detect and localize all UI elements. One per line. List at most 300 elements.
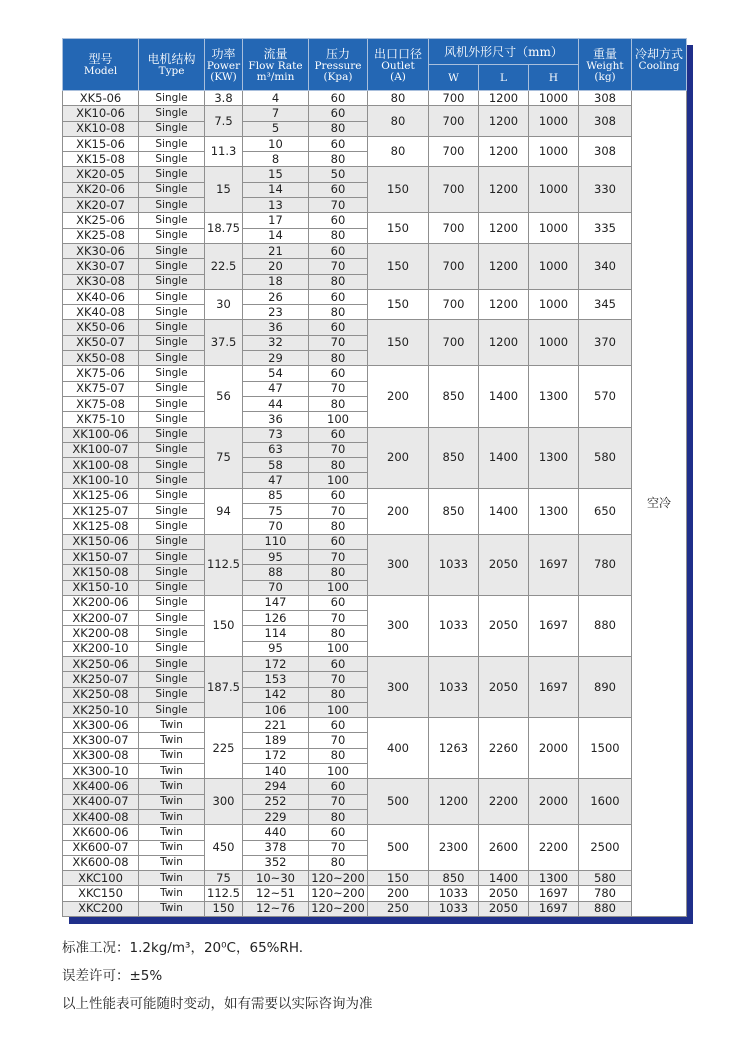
cell-flow: 5 <box>243 121 309 136</box>
cell-model: XK50-08 <box>63 351 139 366</box>
cell-flow: 23 <box>243 305 309 320</box>
cell-type: Single <box>139 335 205 350</box>
cell-dim-l: 1400 <box>479 871 529 886</box>
cell-model: XK10-08 <box>63 121 139 136</box>
cell-type: Single <box>139 473 205 488</box>
cell-dim-w: 850 <box>429 871 479 886</box>
cell-type: Single <box>139 213 205 228</box>
cell-model: XKC200 <box>63 901 139 916</box>
cell-model: XK20-05 <box>63 167 139 182</box>
cell-dim-h: 1000 <box>529 91 579 106</box>
cell-flow: 110 <box>243 534 309 549</box>
cell-pressure: 100 <box>309 764 368 779</box>
cell-pressure: 120~200 <box>309 901 368 916</box>
cell-model: XK15-06 <box>63 136 139 151</box>
cell-dim-w: 850 <box>429 488 479 534</box>
cell-pressure: 80 <box>309 519 368 534</box>
cell-model: XK75-08 <box>63 396 139 411</box>
cell-pressure: 70 <box>309 198 368 213</box>
cell-dim-h: 1000 <box>529 320 579 366</box>
cell-type: Single <box>139 656 205 671</box>
cell-model: XK400-08 <box>63 809 139 824</box>
cell-power: 7.5 <box>205 106 243 137</box>
cell-model: XKC150 <box>63 886 139 901</box>
cell-type: Single <box>139 182 205 197</box>
cell-type: Twin <box>139 886 205 901</box>
cell-flow: 378 <box>243 840 309 855</box>
cell-flow: 70 <box>243 519 309 534</box>
cell-dim-l: 2050 <box>479 656 529 717</box>
header-dim-w: W <box>429 65 479 91</box>
cell-dim-h: 1697 <box>529 886 579 901</box>
cell-flow: 12~76 <box>243 901 309 916</box>
cell-type: Twin <box>139 748 205 763</box>
cell-dim-h: 2000 <box>529 718 579 779</box>
cell-flow: 36 <box>243 412 309 427</box>
cell-pressure: 60 <box>309 779 368 794</box>
cell-pressure: 80 <box>309 121 368 136</box>
cell-power: 225 <box>205 718 243 779</box>
cell-pressure: 60 <box>309 320 368 335</box>
cell-weight: 880 <box>579 901 632 916</box>
cell-dim-h: 2000 <box>529 779 579 825</box>
cell-power: 75 <box>205 871 243 886</box>
cell-type: Single <box>139 458 205 473</box>
cell-type: Single <box>139 519 205 534</box>
cell-flow: 75 <box>243 504 309 519</box>
cell-weight: 880 <box>579 595 632 656</box>
cell-type: Single <box>139 167 205 182</box>
cell-type: Single <box>139 289 205 304</box>
cell-dim-h: 1300 <box>529 366 579 427</box>
cell-dim-w: 700 <box>429 167 479 213</box>
cell-pressure: 100 <box>309 702 368 717</box>
cell-type: Twin <box>139 794 205 809</box>
cell-type: Single <box>139 504 205 519</box>
cell-pressure: 100 <box>309 580 368 595</box>
cell-pressure: 70 <box>309 733 368 748</box>
cell-pressure: 60 <box>309 656 368 671</box>
cell-outlet: 80 <box>368 106 429 137</box>
cell-weight: 308 <box>579 136 632 167</box>
cell-dim-w: 850 <box>429 427 479 488</box>
cell-weight: 345 <box>579 289 632 320</box>
cell-power: 75 <box>205 427 243 488</box>
cell-type: Single <box>139 243 205 258</box>
cell-power: 56 <box>205 366 243 427</box>
cell-outlet: 500 <box>368 779 429 825</box>
cell-flow: 17 <box>243 213 309 228</box>
cell-type: Single <box>139 641 205 656</box>
cell-pressure: 80 <box>309 458 368 473</box>
cell-model: XK40-08 <box>63 305 139 320</box>
cell-outlet: 300 <box>368 595 429 656</box>
cell-pressure: 70 <box>309 794 368 809</box>
cell-dim-l: 1200 <box>479 213 529 244</box>
cell-dim-w: 700 <box>429 243 479 289</box>
cell-dim-h: 1000 <box>529 167 579 213</box>
cell-flow: 221 <box>243 718 309 733</box>
cell-model: XK300-06 <box>63 718 139 733</box>
cell-weight: 780 <box>579 886 632 901</box>
cell-dim-l: 1400 <box>479 488 529 534</box>
cell-dim-l: 2260 <box>479 718 529 779</box>
cell-type: Twin <box>139 718 205 733</box>
cell-dim-h: 1697 <box>529 534 579 595</box>
cell-flow: 21 <box>243 243 309 258</box>
cell-flow: 252 <box>243 794 309 809</box>
cell-pressure: 60 <box>309 182 368 197</box>
cell-type: Single <box>139 626 205 641</box>
cell-model: XK100-07 <box>63 442 139 457</box>
table-row <box>63 901 687 916</box>
spec-table <box>62 38 687 917</box>
cell-dim-l: 1200 <box>479 289 529 320</box>
cell-pressure: 60 <box>309 91 368 106</box>
cell-flow: 189 <box>243 733 309 748</box>
cell-outlet: 400 <box>368 718 429 779</box>
cell-model: XK75-10 <box>63 412 139 427</box>
cell-flow: 58 <box>243 458 309 473</box>
cell-pressure: 80 <box>309 855 368 870</box>
cell-flow: 14 <box>243 182 309 197</box>
cell-model: XK300-07 <box>63 733 139 748</box>
cell-outlet: 80 <box>368 136 429 167</box>
table-header <box>63 39 687 91</box>
cell-dim-l: 1200 <box>479 106 529 137</box>
cell-type: Single <box>139 228 205 243</box>
cell-power: 150 <box>205 901 243 916</box>
cell-model: XK30-08 <box>63 274 139 289</box>
cell-type: Single <box>139 305 205 320</box>
cell-outlet: 150 <box>368 167 429 213</box>
cell-dim-h: 1000 <box>529 213 579 244</box>
cell-type: Single <box>139 412 205 427</box>
cell-pressure: 70 <box>309 504 368 519</box>
table-body <box>63 91 687 917</box>
cell-pressure: 70 <box>309 840 368 855</box>
note-standard-conditions: 标准工况：1.2kg/m³，20⁰C，65%RH. <box>62 940 304 956</box>
table-row <box>63 718 687 733</box>
cell-power: 11.3 <box>205 136 243 167</box>
cell-power: 3.8 <box>205 91 243 106</box>
cell-type: Twin <box>139 809 205 824</box>
header-dim-h: H <box>529 65 579 91</box>
cell-power: 22.5 <box>205 243 243 289</box>
cell-dim-w: 700 <box>429 91 479 106</box>
cell-flow: 4 <box>243 91 309 106</box>
cell-flow: 95 <box>243 641 309 656</box>
cell-model: XK125-08 <box>63 519 139 534</box>
cell-dim-w: 1033 <box>429 534 479 595</box>
cell-type: Twin <box>139 825 205 840</box>
cell-model: XK200-10 <box>63 641 139 656</box>
cell-pressure: 80 <box>309 228 368 243</box>
cell-type: Twin <box>139 855 205 870</box>
cell-type: Single <box>139 198 205 213</box>
cell-dim-w: 700 <box>429 320 479 366</box>
cell-type: Single <box>139 274 205 289</box>
cell-pressure: 60 <box>309 136 368 151</box>
cell-dim-l: 1200 <box>479 136 529 167</box>
cell-dim-l: 2050 <box>479 534 529 595</box>
cell-type: Single <box>139 611 205 626</box>
cell-flow: 63 <box>243 442 309 457</box>
cell-flow: 172 <box>243 748 309 763</box>
cell-type: Single <box>139 106 205 121</box>
cell-flow: 70 <box>243 580 309 595</box>
cell-type: Single <box>139 91 205 106</box>
cell-model: XK250-08 <box>63 687 139 702</box>
table-row <box>63 779 687 794</box>
cell-type: Single <box>139 396 205 411</box>
header-model: 型号 Model <box>63 39 139 91</box>
cell-type: Single <box>139 259 205 274</box>
cell-weight: 570 <box>579 366 632 427</box>
cell-dim-w: 1033 <box>429 901 479 916</box>
cell-flow: 29 <box>243 351 309 366</box>
cell-dim-l: 1400 <box>479 427 529 488</box>
cell-outlet: 150 <box>368 871 429 886</box>
cell-type: Single <box>139 381 205 396</box>
cell-model: XK150-08 <box>63 565 139 580</box>
cell-power: 18.75 <box>205 213 243 244</box>
cell-weight: 1500 <box>579 718 632 779</box>
cell-flow: 95 <box>243 549 309 564</box>
cell-flow: 36 <box>243 320 309 335</box>
cell-dim-l: 1400 <box>479 366 529 427</box>
cell-outlet: 150 <box>368 243 429 289</box>
cell-dim-w: 700 <box>429 106 479 137</box>
cell-dim-w: 700 <box>429 136 479 167</box>
cell-pressure: 60 <box>309 488 368 503</box>
cell-pressure: 70 <box>309 611 368 626</box>
cell-outlet: 300 <box>368 656 429 717</box>
cell-outlet: 80 <box>368 91 429 106</box>
cell-pressure: 80 <box>309 396 368 411</box>
cell-type: Single <box>139 351 205 366</box>
cell-model: XK125-06 <box>63 488 139 503</box>
cell-flow: 15 <box>243 167 309 182</box>
cell-model: XK250-06 <box>63 656 139 671</box>
cell-model: XK150-07 <box>63 549 139 564</box>
cell-dim-h: 1000 <box>529 136 579 167</box>
cell-pressure: 80 <box>309 152 368 167</box>
cell-model: XKC100 <box>63 871 139 886</box>
cell-power: 187.5 <box>205 656 243 717</box>
cell-type: Single <box>139 702 205 717</box>
header-dim-l: L <box>479 65 529 91</box>
cell-weight: 1600 <box>579 779 632 825</box>
cell-flow: 54 <box>243 366 309 381</box>
cell-power: 37.5 <box>205 320 243 366</box>
cell-flow: 14 <box>243 228 309 243</box>
cell-pressure: 50 <box>309 167 368 182</box>
cell-dim-w: 1033 <box>429 656 479 717</box>
cell-dim-l: 1200 <box>479 320 529 366</box>
cell-outlet: 300 <box>368 534 429 595</box>
cell-model: XK75-07 <box>63 381 139 396</box>
cell-power: 94 <box>205 488 243 534</box>
header-pressure: 压力 Pressure (Kpa) <box>309 39 368 91</box>
cell-dim-w: 850 <box>429 366 479 427</box>
cell-dim-w: 1033 <box>429 886 479 901</box>
cell-model: XK200-07 <box>63 611 139 626</box>
cell-model: XK50-06 <box>63 320 139 335</box>
cell-flow: 47 <box>243 381 309 396</box>
cell-weight: 2500 <box>579 825 632 871</box>
cell-weight: 370 <box>579 320 632 366</box>
cell-model: XK200-06 <box>63 595 139 610</box>
cell-model: XK100-08 <box>63 458 139 473</box>
cell-pressure: 70 <box>309 335 368 350</box>
header-flow: 流量 Flow Rate m³/min <box>243 39 309 91</box>
cell-type: Single <box>139 427 205 442</box>
cell-power: 450 <box>205 825 243 871</box>
cell-model: XK100-10 <box>63 473 139 488</box>
cell-dim-h: 1000 <box>529 243 579 289</box>
cell-pressure: 80 <box>309 626 368 641</box>
cell-flow: 88 <box>243 565 309 580</box>
cell-pressure: 80 <box>309 351 368 366</box>
cell-model: XK150-10 <box>63 580 139 595</box>
cell-model: XK20-06 <box>63 182 139 197</box>
cell-pressure: 60 <box>309 718 368 733</box>
table-row <box>63 825 687 840</box>
cell-model: XK30-06 <box>63 243 139 258</box>
cell-flow: 10 <box>243 136 309 151</box>
cell-type: Twin <box>139 733 205 748</box>
cell-model: XK100-06 <box>63 427 139 442</box>
cell-pressure: 80 <box>309 809 368 824</box>
cell-dim-h: 1300 <box>529 427 579 488</box>
cell-dim-l: 2200 <box>479 779 529 825</box>
header-weight: 重量 Weight (kg) <box>579 39 632 91</box>
cell-type: Single <box>139 565 205 580</box>
table-row <box>63 243 687 258</box>
cell-type: Single <box>139 595 205 610</box>
cell-weight: 780 <box>579 534 632 595</box>
cell-pressure: 60 <box>309 243 368 258</box>
cell-flow: 172 <box>243 656 309 671</box>
cell-flow: 106 <box>243 702 309 717</box>
cell-model: XK25-08 <box>63 228 139 243</box>
cell-flow: 18 <box>243 274 309 289</box>
cell-power: 15 <box>205 167 243 213</box>
cell-pressure: 70 <box>309 672 368 687</box>
cell-dim-l: 2600 <box>479 825 529 871</box>
cell-dim-w: 1263 <box>429 718 479 779</box>
cell-power: 300 <box>205 779 243 825</box>
cell-model: XK250-07 <box>63 672 139 687</box>
cell-flow: 114 <box>243 626 309 641</box>
cell-flow: 352 <box>243 855 309 870</box>
cell-model: XK20-07 <box>63 198 139 213</box>
cell-dim-w: 700 <box>429 213 479 244</box>
header-dimensions: 风机外形尺寸（mm） <box>429 39 579 65</box>
cell-flow: 8 <box>243 152 309 167</box>
cell-flow: 229 <box>243 809 309 824</box>
cell-pressure: 120~200 <box>309 886 368 901</box>
table-row <box>63 871 687 886</box>
cell-dim-h: 1300 <box>529 871 579 886</box>
cell-pressure: 60 <box>309 289 368 304</box>
cell-model: XK600-06 <box>63 825 139 840</box>
table-row <box>63 213 687 228</box>
cell-model: XK25-06 <box>63 213 139 228</box>
cell-power: 112.5 <box>205 534 243 595</box>
cell-dim-h: 1697 <box>529 656 579 717</box>
table-row <box>63 136 687 151</box>
cell-weight: 890 <box>579 656 632 717</box>
cell-model: XK400-06 <box>63 779 139 794</box>
cell-model: XK5-06 <box>63 91 139 106</box>
cell-pressure: 100 <box>309 473 368 488</box>
table-row <box>63 320 687 335</box>
table-row <box>63 167 687 182</box>
cell-flow: 142 <box>243 687 309 702</box>
cell-flow: 20 <box>243 259 309 274</box>
cell-dim-l: 2050 <box>479 595 529 656</box>
cell-weight: 308 <box>579 91 632 106</box>
cell-model: XK300-10 <box>63 764 139 779</box>
cell-type: Single <box>139 320 205 335</box>
cell-type: Twin <box>139 764 205 779</box>
cell-weight: 308 <box>579 106 632 137</box>
cell-pressure: 70 <box>309 442 368 457</box>
cell-dim-w: 2300 <box>429 825 479 871</box>
header-power: 功率 Power (KW) <box>205 39 243 91</box>
table-row <box>63 427 687 442</box>
cell-model: XK125-07 <box>63 504 139 519</box>
cell-pressure: 80 <box>309 274 368 289</box>
cell-type: Single <box>139 534 205 549</box>
cell-dim-w: 700 <box>429 289 479 320</box>
notes <box>62 938 702 1022</box>
cell-flow: 126 <box>243 611 309 626</box>
table-row <box>63 886 687 901</box>
cell-type: Single <box>139 152 205 167</box>
note-tolerance: 误差许可：±5% <box>62 968 163 984</box>
cell-type: Single <box>139 442 205 457</box>
cell-weight: 580 <box>579 427 632 488</box>
table-row <box>63 488 687 503</box>
cell-pressure: 80 <box>309 687 368 702</box>
cell-weight: 580 <box>579 871 632 886</box>
header-type: 电机结构 Type <box>139 39 205 91</box>
cell-outlet: 150 <box>368 289 429 320</box>
cell-type: Single <box>139 672 205 687</box>
cell-pressure: 100 <box>309 412 368 427</box>
table-row <box>63 534 687 549</box>
cell-model: XK30-07 <box>63 259 139 274</box>
cell-dim-h: 2200 <box>529 825 579 871</box>
cell-weight: 650 <box>579 488 632 534</box>
cell-flow: 13 <box>243 198 309 213</box>
cell-dim-l: 1200 <box>479 91 529 106</box>
cell-outlet: 200 <box>368 488 429 534</box>
cell-weight: 335 <box>579 213 632 244</box>
cell-type: Twin <box>139 779 205 794</box>
cell-model: XK300-08 <box>63 748 139 763</box>
cell-pressure: 70 <box>309 259 368 274</box>
cell-weight: 330 <box>579 167 632 213</box>
cell-power: 112.5 <box>205 886 243 901</box>
cell-type: Single <box>139 488 205 503</box>
cell-model: XK600-08 <box>63 855 139 870</box>
cell-flow: 32 <box>243 335 309 350</box>
cell-pressure: 60 <box>309 534 368 549</box>
